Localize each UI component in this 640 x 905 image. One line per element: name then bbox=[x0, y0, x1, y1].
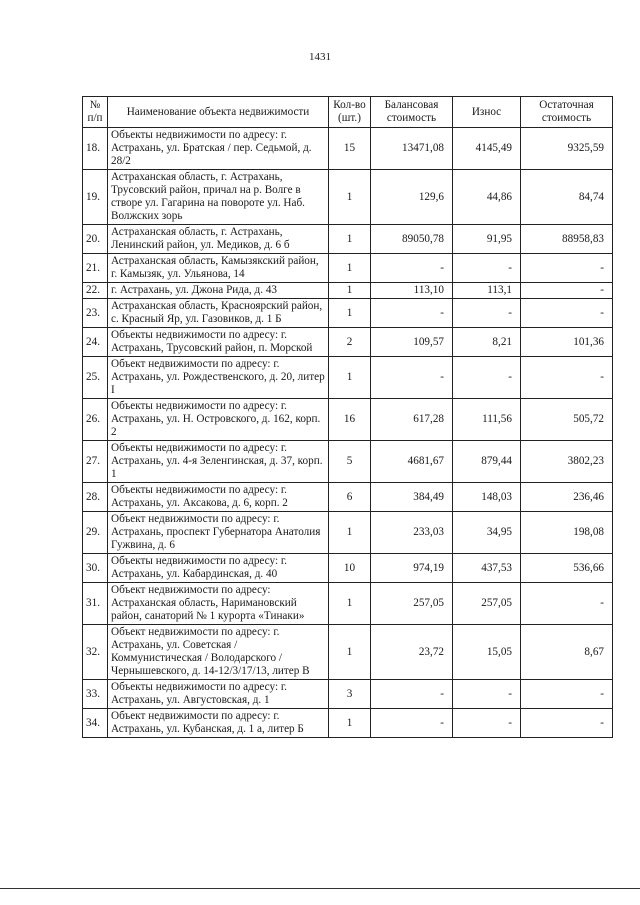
balance-value: 257,05 bbox=[371, 583, 453, 625]
residual-value: - bbox=[521, 299, 613, 328]
object-name: Объект недвижимости по адресу: г. Астрахань, ул. Советская / Коммунистическая / Володарского / Чернышевского, д. 14-12/3/17/13, литер В bbox=[108, 625, 329, 680]
residual-value: - bbox=[521, 583, 613, 625]
row-number: 26. bbox=[83, 399, 108, 441]
quantity: 16 bbox=[329, 399, 371, 441]
wear-value: 148,03 bbox=[453, 483, 521, 512]
object-name: Астраханская область, Камызякский район, г. Камызяк, ул. Ульянова, 14 bbox=[108, 254, 329, 283]
quantity: 6 bbox=[329, 483, 371, 512]
wear-value: - bbox=[453, 709, 521, 738]
table-body bbox=[83, 128, 613, 738]
balance-value: - bbox=[371, 357, 453, 399]
row-number: 27. bbox=[83, 441, 108, 483]
residual-value: 9325,59 bbox=[521, 128, 613, 170]
wear-value: 113,1 bbox=[453, 283, 521, 299]
row-number: 28. bbox=[83, 483, 108, 512]
quantity: 5 bbox=[329, 441, 371, 483]
balance-value: 233,03 bbox=[371, 512, 453, 554]
residual-value: - bbox=[521, 357, 613, 399]
object-name: Объекты недвижимости по адресу: г. Астрахань, ул. Н. Островского, д. 162, корп. 2 bbox=[108, 399, 329, 441]
table-row bbox=[83, 583, 613, 625]
table-row bbox=[83, 441, 613, 483]
wear-value: 15,05 bbox=[453, 625, 521, 680]
row-number: 31. bbox=[83, 583, 108, 625]
object-name: Объект недвижимости по адресу: г. Астрахань, ул. Рождественского, д. 20, литер I bbox=[108, 357, 329, 399]
object-name: Объекты недвижимости по адресу: г. Астрахань, ул. 4-я Зеленгинская, д. 37, корп. 1 bbox=[108, 441, 329, 483]
table-row bbox=[83, 512, 613, 554]
residual-value: 505,72 bbox=[521, 399, 613, 441]
quantity: 1 bbox=[329, 170, 371, 225]
table-row bbox=[83, 625, 613, 680]
residual-value: 536,66 bbox=[521, 554, 613, 583]
quantity: 1 bbox=[329, 225, 371, 254]
object-name: Объекты недвижимости по адресу: г. Астрахань, ул. Кабардинская, д. 40 bbox=[108, 554, 329, 583]
wear-value: 34,95 bbox=[453, 512, 521, 554]
row-number: 24. bbox=[83, 328, 108, 357]
balance-value: 13471,08 bbox=[371, 128, 453, 170]
header-residual: Остаточная стоимость bbox=[521, 97, 613, 128]
residual-value: 198,08 bbox=[521, 512, 613, 554]
row-number: 30. bbox=[83, 554, 108, 583]
table-row bbox=[83, 399, 613, 441]
assets-table bbox=[82, 96, 613, 738]
object-name: Объекты недвижимости по адресу: г. Астрахань, ул. Братская / пер. Седьмой, д. 28/2 bbox=[108, 128, 329, 170]
wear-value: 4145,49 bbox=[453, 128, 521, 170]
wear-value: 91,95 bbox=[453, 225, 521, 254]
residual-value: - bbox=[521, 283, 613, 299]
row-number: 29. bbox=[83, 512, 108, 554]
residual-value: 101,36 bbox=[521, 328, 613, 357]
quantity: 15 bbox=[329, 128, 371, 170]
object-name: г. Астрахань, ул. Джона Рида, д. 43 bbox=[108, 283, 329, 299]
balance-value: - bbox=[371, 299, 453, 328]
balance-value: 23,72 bbox=[371, 625, 453, 680]
table-row bbox=[83, 357, 613, 399]
table-row bbox=[83, 680, 613, 709]
residual-value: 84,74 bbox=[521, 170, 613, 225]
row-number: 25. bbox=[83, 357, 108, 399]
balance-value: 109,57 bbox=[371, 328, 453, 357]
quantity: 1 bbox=[329, 357, 371, 399]
wear-value: 879,44 bbox=[453, 441, 521, 483]
object-name: Объект недвижимости по адресу: г. Астрахань, ул. Кубанская, д. 1 а, литер Б bbox=[108, 709, 329, 738]
residual-value: 8,67 bbox=[521, 625, 613, 680]
table-row bbox=[83, 225, 613, 254]
residual-value: - bbox=[521, 709, 613, 738]
wear-value: - bbox=[453, 357, 521, 399]
wear-value: - bbox=[453, 254, 521, 283]
header-balance: Балансовая стоимость bbox=[371, 97, 453, 128]
header-name: Наименование объекта недвижимости bbox=[108, 97, 329, 128]
table-row bbox=[83, 128, 613, 170]
balance-value: - bbox=[371, 709, 453, 738]
table-row bbox=[83, 709, 613, 738]
quantity: 10 bbox=[329, 554, 371, 583]
residual-value: - bbox=[521, 254, 613, 283]
quantity: 1 bbox=[329, 299, 371, 328]
object-name: Астраханская область, г. Астрахань, Ленинский район, ул. Медиков, д. 6 б bbox=[108, 225, 329, 254]
table-row bbox=[83, 254, 613, 283]
quantity: 1 bbox=[329, 625, 371, 680]
row-number: 33. bbox=[83, 680, 108, 709]
row-number: 19. bbox=[83, 170, 108, 225]
wear-value: 257,05 bbox=[453, 583, 521, 625]
table-header bbox=[83, 97, 613, 128]
quantity: 1 bbox=[329, 283, 371, 299]
row-number: 23. bbox=[83, 299, 108, 328]
row-number: 22. bbox=[83, 283, 108, 299]
balance-value: 89050,78 bbox=[371, 225, 453, 254]
balance-value: 974,19 bbox=[371, 554, 453, 583]
table-row bbox=[83, 483, 613, 512]
balance-value: 4681,67 bbox=[371, 441, 453, 483]
wear-value: 44,86 bbox=[453, 170, 521, 225]
residual-value: 88958,83 bbox=[521, 225, 613, 254]
balance-value: 384,49 bbox=[371, 483, 453, 512]
wear-value: - bbox=[453, 680, 521, 709]
header-row bbox=[83, 97, 613, 128]
quantity: 1 bbox=[329, 709, 371, 738]
residual-value: - bbox=[521, 680, 613, 709]
object-name: Объекты недвижимости по адресу: г. Астрахань, Трусовский район, п. Морской bbox=[108, 328, 329, 357]
quantity: 2 bbox=[329, 328, 371, 357]
row-number: 32. bbox=[83, 625, 108, 680]
wear-value: 111,56 bbox=[453, 399, 521, 441]
balance-value: 113,10 bbox=[371, 283, 453, 299]
wear-value: - bbox=[453, 299, 521, 328]
quantity: 1 bbox=[329, 583, 371, 625]
footer-divider bbox=[0, 888, 640, 889]
balance-value: 617,28 bbox=[371, 399, 453, 441]
residual-value: 3802,23 bbox=[521, 441, 613, 483]
row-number: 34. bbox=[83, 709, 108, 738]
balance-value: - bbox=[371, 254, 453, 283]
row-number: 18. bbox=[83, 128, 108, 170]
object-name: Астраханская область, Красноярский район, с. Красный Яр, ул. Газовиков, д. 1 Б bbox=[108, 299, 329, 328]
wear-value: 8,21 bbox=[453, 328, 521, 357]
balance-value: 129,6 bbox=[371, 170, 453, 225]
wear-value: 437,53 bbox=[453, 554, 521, 583]
header-num: № п/п bbox=[83, 97, 108, 128]
row-number: 21. bbox=[83, 254, 108, 283]
table-row bbox=[83, 554, 613, 583]
table-row bbox=[83, 283, 613, 299]
table-row bbox=[83, 170, 613, 225]
object-name: Объекты недвижимости по адресу: г. Астрахань, ул. Августовская, д. 1 bbox=[108, 680, 329, 709]
object-name: Объект недвижимости по адресу: Астраханская область, Наримановский район, санаторий № 1 курорта «Тинаки» bbox=[108, 583, 329, 625]
table-row bbox=[83, 299, 613, 328]
table-row bbox=[83, 328, 613, 357]
header-qty: Кол-во (шт.) bbox=[329, 97, 371, 128]
row-number: 20. bbox=[83, 225, 108, 254]
quantity: 1 bbox=[329, 512, 371, 554]
object-name: Астраханская область, г. Астрахань, Трусовский район, причал на р. Волге в створе ул. Гагарина на повороте ул. Наб. Волжских зорь bbox=[108, 170, 329, 225]
object-name: Объекты недвижимости по адресу: г. Астрахань, ул. Аксакова, д. 6, корп. 2 bbox=[108, 483, 329, 512]
object-name: Объект недвижимости по адресу: г. Астрахань, проспект Губернатора Анатолия Гужвина, д. 6 bbox=[108, 512, 329, 554]
quantity: 1 bbox=[329, 254, 371, 283]
page-number: 1431 bbox=[309, 51, 331, 63]
residual-value: 236,46 bbox=[521, 483, 613, 512]
quantity: 3 bbox=[329, 680, 371, 709]
header-wear: Износ bbox=[453, 97, 521, 128]
balance-value: - bbox=[371, 680, 453, 709]
